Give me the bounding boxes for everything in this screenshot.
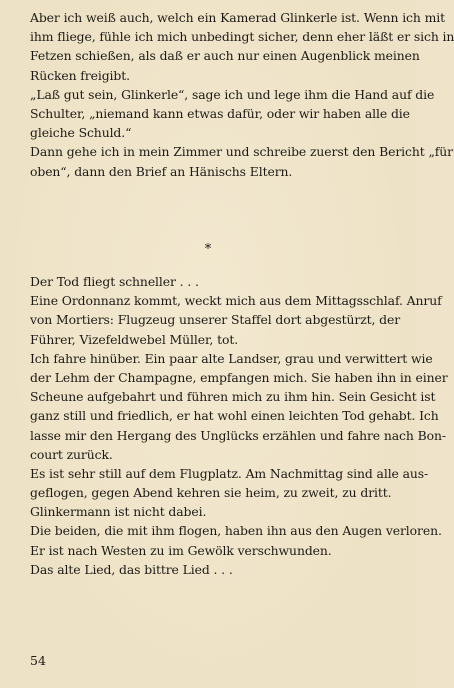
text-line: der Lehm der Champagne, empfangen mich. Sie haben ihn in einer — [30, 369, 448, 385]
text-line: Dann gehe ich in mein Zimmer und schreibe zuerst den Bericht „für — [30, 144, 453, 160]
text-line: Es ist sehr still auf dem Flugplatz. Am Nachmittag sind alle aus- — [30, 465, 429, 481]
paragraph-block-top — [30, 8, 454, 181]
text-line: Aber ich weiß auch, welch ein Kamerad Glinkerle ist. Wenn ich mit — [30, 10, 446, 25]
text-line: oben“, dann den Brief an Hänischs Eltern. — [30, 163, 293, 179]
text-line: ganz still und friedlich, er hat wohl einen leichten Tod gehabt. Ich — [30, 408, 439, 424]
text-line: geflogen, gegen Abend kehren sie heim, zu zweit, zu dritt. — [30, 485, 392, 501]
text-line: Das alte Lied, das bittre Lied . . . — [30, 561, 233, 577]
text-line: von Mortiers: Flugzeug unserer Staffel dort abgestürzt, der — [30, 312, 401, 328]
text-line: Er ist nach Westen zu im Gewölk verschwunden. — [30, 542, 332, 558]
text-line: Schulter, „niemand kann etwas dafür, oder wir haben alle die — [30, 105, 410, 121]
text-line: gleiche Schuld.“ — [30, 125, 132, 141]
text-line: Führer, Vizefeldwebel Müller, tot. — [30, 331, 239, 347]
text-line: Eine Ordonnanz kommt, weckt mich aus dem Mittagsschlaf. Anruf — [30, 293, 442, 309]
text-line: Glinkermann ist nicht dabei. — [30, 504, 207, 520]
paragraph-block-bottom — [30, 272, 448, 579]
text-line: Die beiden, die mit ihm flogen, haben ihn aus den Augen verloren. — [30, 523, 442, 539]
text-line: court zurück. — [30, 446, 113, 462]
section-separator: * — [204, 242, 212, 257]
text-line: Fetzen schießen, als daß er auch nur einen Augenblick meinen — [30, 48, 420, 64]
text-line: Ich fahre hinüber. Ein paar alte Landser, grau und verwittert wie — [30, 350, 433, 366]
text-line: Rücken freigibt. — [30, 67, 130, 83]
text-line: ihm fliege, fühle ich mich unbedingt sicher, denn eher läßt er sich in — [30, 29, 454, 45]
text-line: lasse mir den Hergang des Unglücks erzählen und fahre nach Bon- — [30, 427, 446, 443]
text-line: Scheune aufgebahrt und führen mich zu ihm hin. Sein Gesicht ist — [30, 389, 436, 405]
text-line: „Laß gut sein, Glinkerle“, sage ich und lege ihm die Hand auf die — [30, 86, 435, 102]
text-line: Der Tod fliegt schneller . . . — [30, 274, 199, 289]
page-number: 54 — [30, 653, 46, 668]
